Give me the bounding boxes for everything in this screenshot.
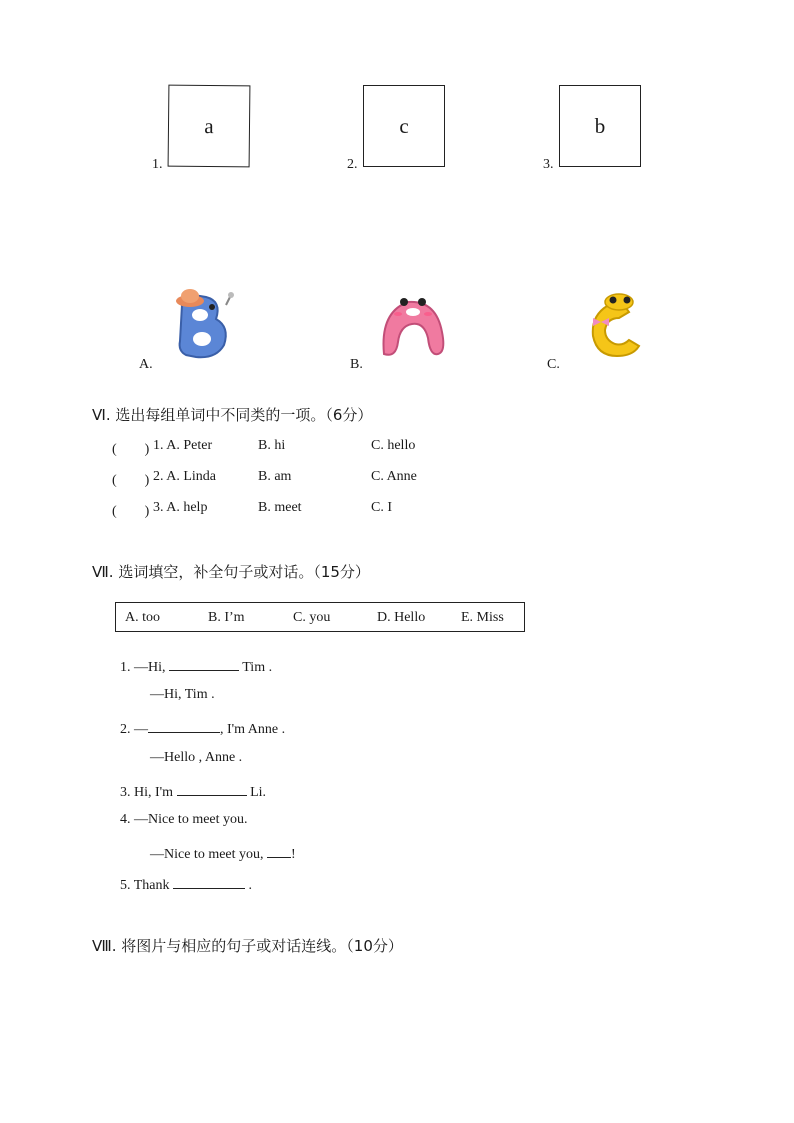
item-number: 2. [347,157,358,172]
item-number: 3. [543,157,554,172]
fill-blank[interactable] [173,874,245,889]
question-4a: 4. —Nice to meet you. [120,812,248,827]
word-bank-item: B. I’m [208,610,245,625]
answer-parentheses[interactable]: ( ) [112,442,150,457]
fill-blank[interactable] [148,718,220,733]
question-1b: —Hi, Tim . [150,687,215,702]
option-c: C. hello [371,438,416,453]
word-bank-item: E. Miss [461,610,504,625]
question-text: 2. — [120,722,148,737]
question-2b: —Hello , Anne . [150,750,243,765]
question-text: Li. [250,785,267,800]
word-bank-item: C. you [293,610,331,625]
option-b: B. am [258,469,292,484]
question-text: . [248,878,253,893]
fill-blank[interactable] [267,843,291,858]
option-a: 2. A. Linda [153,469,216,484]
word-bank-item: D. Hello [377,610,426,625]
option-a: 3. A. help [153,500,208,515]
option-c: C. Anne [371,469,417,484]
word-bank [115,602,525,632]
section-7-title: Ⅶ. 选词填空，补全句子或对话。（15分） [92,563,370,581]
section-8-title: Ⅷ. 将图片与相应的句子或对话连线。（10分） [92,937,403,955]
question-text: 1. —Hi, [120,660,166,675]
question-text: Tim . [242,660,273,675]
option-c: C. I [371,500,392,515]
question-text: 5. Thank [120,878,170,893]
question-text: , I'm Anne . [220,722,286,737]
word-bank-item: A. too [125,610,160,625]
answer-parentheses[interactable]: ( ) [112,473,150,488]
fill-blank[interactable] [177,781,247,796]
question-2a [120,718,285,738]
option-a: 1. A. Peter [153,438,213,453]
cartoon-letter-c-icon [587,288,643,360]
question-5 [120,874,252,894]
section-6-title: Ⅵ. 选出每组单词中不同类的一项。（6分） [92,406,373,424]
item-number: 1. [152,157,163,172]
cartoon-letter-b-icon [172,285,238,361]
option-label: A. [139,357,153,372]
question-3 [120,781,266,801]
answer-parentheses[interactable]: ( ) [112,504,150,519]
question-text: 3. Hi, I'm [120,785,174,800]
option-label: B. [350,357,363,372]
option-b: B. meet [258,500,302,515]
question-text: —Nice to meet you, [150,847,264,862]
letter-box-1 [168,85,251,168]
fill-blank[interactable] [169,656,239,671]
cartoon-letter-a-icon [378,292,448,360]
question-4b [150,843,296,863]
letter-box-letter: b [594,113,606,138]
letter-box-2 [363,85,445,167]
letter-box-letter: a [204,113,214,138]
letter-box-3 [559,85,641,167]
question-text: ! [291,847,296,862]
question-1a [120,656,272,676]
option-b: B. hi [258,438,286,453]
letter-box-letter: c [399,113,409,138]
option-label: C. [547,357,560,372]
